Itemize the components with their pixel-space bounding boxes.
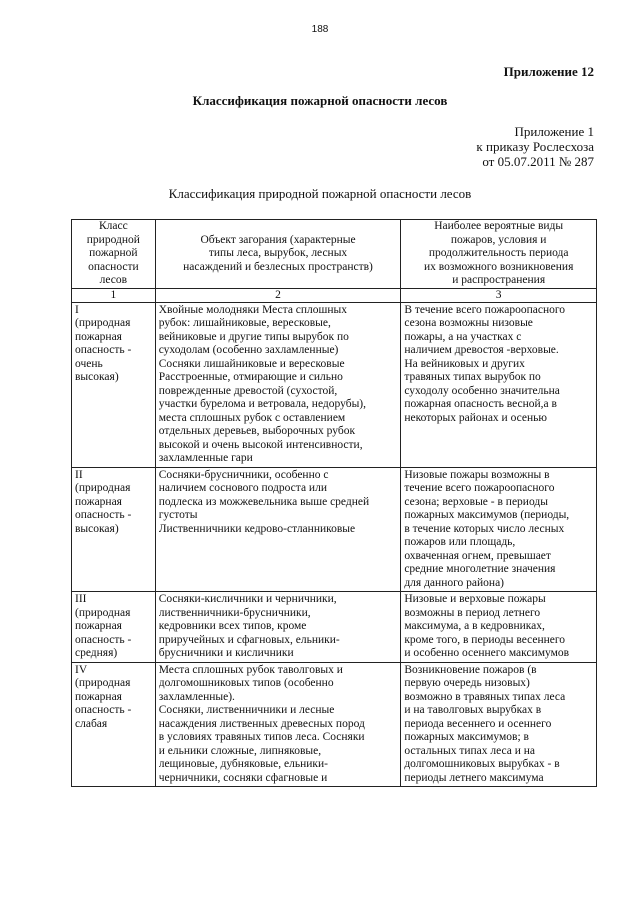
cell-line: (природная bbox=[75, 482, 131, 494]
cell-line: отдельных деревьев, выборочных рубок bbox=[158, 425, 356, 437]
cell-line: высокая) bbox=[75, 371, 119, 383]
cell-line: брусничники и кисличники bbox=[158, 647, 294, 659]
appendix-label: Приложение 12 bbox=[503, 64, 594, 79]
header-line: лесов bbox=[99, 274, 128, 286]
cell-line: наличием древостоя -верховые. bbox=[404, 344, 559, 356]
header-line: продолжительность периода bbox=[428, 247, 569, 259]
page-number: 188 bbox=[311, 24, 329, 35]
cell-line: пожарная bbox=[75, 620, 122, 632]
cell-line: периоды летнего максимума bbox=[404, 771, 544, 784]
fire-cell bbox=[401, 302, 597, 467]
cell-line: На вейниковых и других bbox=[404, 357, 525, 370]
column-number: 3 bbox=[401, 288, 597, 302]
cell-line: возможны в период летнего bbox=[404, 606, 541, 619]
main-title: Классификация пожарной опасности лесов bbox=[192, 93, 448, 108]
cell-line: высокая) bbox=[75, 522, 119, 535]
table-body bbox=[72, 302, 597, 787]
header-line: природной bbox=[86, 233, 140, 246]
table-row bbox=[72, 467, 597, 592]
class-cell bbox=[72, 302, 156, 467]
header-line: Наиболее вероятные виды bbox=[434, 220, 564, 232]
cell-line: сезона; верховые - в периоды bbox=[404, 495, 548, 508]
cell-line: IV bbox=[75, 663, 88, 676]
cell-line: вейниковые и другие типы вырубок по bbox=[158, 330, 349, 343]
cell-line: слабая bbox=[75, 717, 108, 730]
order-ref-line: от 05.07.2011 № 287 bbox=[482, 154, 594, 169]
header-line: насаждений и безлесных пространств) bbox=[183, 260, 373, 273]
cell-line: высокой и очень высокой интенсивности, bbox=[158, 438, 363, 451]
cell-line: периода весеннего и осеннего bbox=[404, 717, 552, 730]
header-row bbox=[72, 220, 597, 289]
fire-cell bbox=[401, 662, 597, 787]
table-row bbox=[72, 302, 597, 467]
cell-line: опасность - bbox=[75, 344, 132, 356]
cell-line: пожарная bbox=[75, 495, 122, 508]
cell-line: средние многолетние значения bbox=[404, 563, 556, 575]
cell-line: (природная bbox=[75, 677, 131, 689]
cell-line: Низовые и верховые пожары bbox=[404, 593, 546, 605]
cell-line: пожарная bbox=[75, 330, 122, 343]
cell-line: Сосняки лишайниковые и вересковые bbox=[158, 357, 345, 370]
column-number: 2 bbox=[155, 288, 401, 302]
cell-line: травяных типах вырубок по bbox=[404, 371, 541, 383]
object-cell bbox=[155, 592, 401, 663]
cell-line: насаждения лиственных древесных пород bbox=[158, 717, 365, 730]
column-number: 1 bbox=[72, 288, 156, 302]
cell-line: средняя) bbox=[75, 647, 118, 659]
table-row bbox=[72, 592, 597, 663]
object-cell bbox=[155, 467, 401, 592]
cell-line: лещиновые, дубняковые, ельники- bbox=[158, 758, 328, 770]
table-row bbox=[72, 662, 597, 787]
class-cell bbox=[72, 467, 156, 592]
header-line: Объект загорания (характерные bbox=[200, 233, 356, 246]
cell-line: Сосняки-кисличники и черничники, bbox=[158, 593, 337, 605]
cell-line: в течение которых число лесных bbox=[404, 522, 565, 535]
cell-line: для данного района) bbox=[404, 576, 504, 589]
cell-line: кроме того, в периоды весеннего bbox=[404, 633, 566, 646]
cell-line: в условиях травяных типов леса. Сосняки bbox=[158, 731, 365, 743]
cell-line: Расстроенные, отмирающие и сильно bbox=[158, 371, 343, 383]
object-cell bbox=[155, 302, 401, 467]
header-fire-types bbox=[401, 220, 597, 289]
cell-line: очень bbox=[75, 357, 103, 370]
cell-line: приручейных и сфагновых, ельники- bbox=[158, 633, 340, 646]
order-ref-line: Приложение 1 bbox=[514, 124, 594, 139]
cell-line: Сосняки, лиственничники и лесные bbox=[158, 704, 335, 716]
cell-line: Низовые пожары возможны в bbox=[404, 468, 550, 481]
column-number-row bbox=[72, 288, 597, 302]
header-class bbox=[72, 220, 156, 289]
cell-line: течение всего пожароопасного bbox=[404, 482, 555, 494]
cell-line: пожарных максимумов; в bbox=[404, 731, 529, 743]
cell-line: места сплошных рубок с оставлением bbox=[158, 411, 346, 424]
cell-line: пожарных максимумов (периоды, bbox=[404, 509, 570, 521]
cell-line: III bbox=[75, 593, 87, 605]
cell-line: рубок: лишайниковые, вересковые, bbox=[158, 317, 331, 329]
cell-line: пожарная опасность весной,а в bbox=[404, 398, 557, 410]
cell-line: максимума, а в кедровниках, bbox=[404, 620, 545, 632]
cell-line: суходолу особенно значительна bbox=[404, 384, 560, 397]
cell-line: опасность - bbox=[75, 704, 132, 716]
class-cell bbox=[72, 592, 156, 663]
cell-line: сезона возможны низовые bbox=[404, 317, 533, 329]
cell-line: лиственничники-брусничники, bbox=[158, 606, 311, 619]
header-line: пожаров, условия и bbox=[450, 233, 547, 246]
header-object bbox=[155, 220, 401, 289]
cell-line: захламленные гари bbox=[158, 452, 253, 464]
cell-line: В течение всего пожароопасного bbox=[404, 303, 566, 316]
header-line: опасности bbox=[88, 260, 139, 273]
cell-line: Сосняки-брусничники, особенно с bbox=[158, 468, 329, 481]
header-line: их возможного возникновения bbox=[423, 260, 574, 273]
cell-line: черничники, сосняки сфагновые и bbox=[158, 771, 328, 784]
order-reference bbox=[476, 124, 594, 169]
table-title: Классификация природной пожарной опасности лесов bbox=[168, 186, 472, 201]
cell-line: остальных типах леса и на bbox=[404, 744, 536, 757]
cell-line: (природная bbox=[75, 317, 131, 329]
cell-line: пожаров или площадь, bbox=[404, 536, 516, 548]
cell-line: охваченная огнем, превышает bbox=[404, 549, 551, 562]
header-line: Класс bbox=[98, 220, 128, 232]
cell-line: опасность - bbox=[75, 633, 132, 646]
cell-line: некоторых районах и осенью bbox=[404, 411, 547, 424]
header-line: типы леса, вырубок, лесных bbox=[208, 247, 348, 259]
cell-line: суходолам (особенно захламленные) bbox=[158, 344, 339, 356]
cell-line: участки бурелома и ветровала, недорубы), bbox=[158, 398, 366, 410]
cell-line: захламленные). bbox=[158, 690, 235, 703]
cell-line: кедровники всех типов, кроме bbox=[158, 620, 307, 632]
cell-line: и на таволговых вырубках в bbox=[404, 704, 542, 716]
cell-line: и особенно осеннего максимумов bbox=[404, 647, 570, 659]
fire-cell bbox=[401, 592, 597, 663]
cell-line: и ельники сложные, липняковые, bbox=[158, 744, 322, 757]
cell-line: (природная bbox=[75, 606, 131, 619]
class-cell bbox=[72, 662, 156, 787]
header-line: и распространения bbox=[452, 274, 546, 286]
cell-line: пожары, а на участках с bbox=[404, 330, 522, 343]
cell-line: долгомошниковых типов (особенно bbox=[158, 677, 334, 689]
object-cell bbox=[155, 662, 401, 787]
cell-line: Лиственничники кедрово-стланниковые bbox=[158, 522, 356, 535]
cell-line: Места сплошных рубок таволговых и bbox=[158, 663, 343, 676]
cell-line: первую очередь низовых) bbox=[404, 677, 530, 689]
cell-line: долгомошниковых вырубках - в bbox=[404, 758, 560, 770]
order-ref-line: к приказу Рослесхоза bbox=[476, 139, 594, 154]
cell-line: наличием соснового подроста или bbox=[158, 482, 327, 494]
classification-table bbox=[71, 219, 597, 787]
header-line: пожарной bbox=[89, 247, 138, 259]
cell-line: поврежденные древостой (сухостой, bbox=[158, 384, 338, 397]
cell-line: I bbox=[75, 303, 79, 316]
cell-line: Возникновение пожаров (в bbox=[404, 663, 537, 676]
cell-line: густоты bbox=[158, 509, 198, 521]
cell-line: пожарная bbox=[75, 690, 122, 703]
fire-cell bbox=[401, 467, 597, 592]
cell-line: возможно в травяных типах леса bbox=[404, 690, 566, 703]
cell-line: II bbox=[75, 468, 83, 481]
cell-line: опасность - bbox=[75, 509, 132, 521]
cell-line: подлеска из можжевельника выше средней bbox=[158, 495, 370, 508]
cell-line: Хвойные молодняки Места сплошных bbox=[158, 303, 348, 316]
